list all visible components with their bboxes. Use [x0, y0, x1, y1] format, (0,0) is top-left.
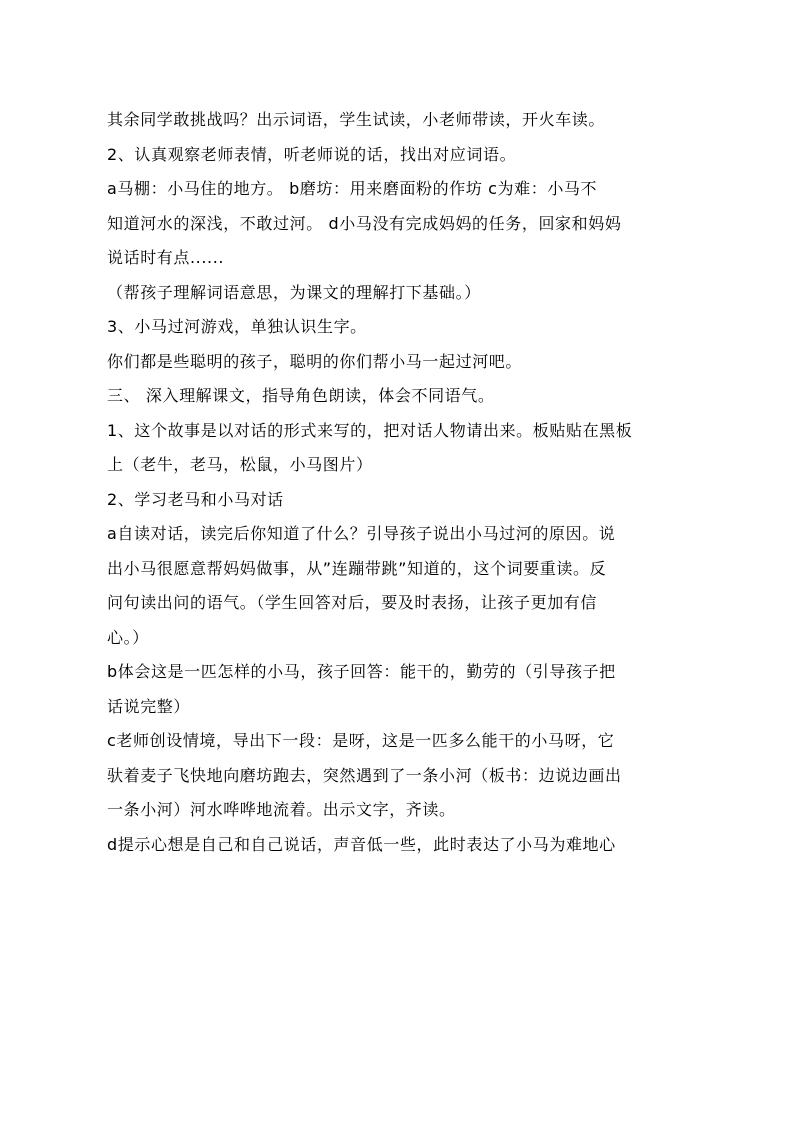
text-line: 话说完整）	[107, 696, 191, 716]
text-line: 你们都是些聪明的孩子，聪明的你们帮小马一起过河吧。	[107, 351, 523, 371]
text-line: 说话时有点......	[107, 248, 225, 267]
text-line: a自读对话，读完后你知道了什么？引导孩子说出小马过河的原因。说	[107, 524, 616, 543]
text-line: 驮着麦子飞快地向磨坊跑去，突然遇到了一条小河（板书：边说边画出	[107, 765, 622, 785]
section-heading: 三、 深入理解课文，指导角色朗读，体会不同语气。	[107, 386, 495, 405]
text-line: b体会这是一匹怎样的小马，孩子回答：能干的，勤劳的（引导孩子把	[107, 662, 616, 681]
text-line: a马棚：小马住的地方。 b磨坊：用来磨面粉的作坊 c为难：小马不	[107, 179, 598, 198]
document-body	[107, 103, 693, 862]
text-line: 其余同学敢挑战吗？出示词语，学生试读，小老师带读，开火车读。	[107, 110, 606, 129]
text-line: 心。）	[107, 627, 149, 647]
text-line: 出小马很愿意帮妈妈做事，从”连蹦带跳”知道的，这个词要重读。反	[107, 558, 607, 578]
text-line: d提示心想是自己和自己说话，声音低一些，此时表达了小马为难地心	[107, 834, 616, 854]
text-line: 知道河水的深浅，不敢过河。 d小马没有完成妈妈的任务，回家和妈妈	[107, 213, 622, 233]
text-line: 2、学习老马和小马对话	[107, 489, 284, 509]
text-line: 1、这个故事是以对话的形式来写的，把对话人物请出来。板贴贴在黑板	[107, 420, 633, 440]
text-line: 问句读出问的语气。（学生回答对后，要及时表扬，让孩子更加有信	[107, 593, 598, 612]
text-line: 上（老牛，老马，松鼠，小马图片）	[107, 455, 373, 474]
text-line: （帮孩子理解词语意思，为课文的理解打下基础。）	[107, 282, 481, 302]
text-line: 2、认真观察老师表情，听老师说的话，找出对应词语。	[107, 144, 517, 164]
text-line: 一条小河）河水哗哗地流着。出示文字，齐读。	[107, 800, 456, 819]
text-line: 3、小马过河游戏，单独认识生字。	[107, 317, 367, 336]
text-line: c老师创设情境，导出下一段：是呀，这是一匹多么能干的小马呀，它	[107, 731, 615, 750]
